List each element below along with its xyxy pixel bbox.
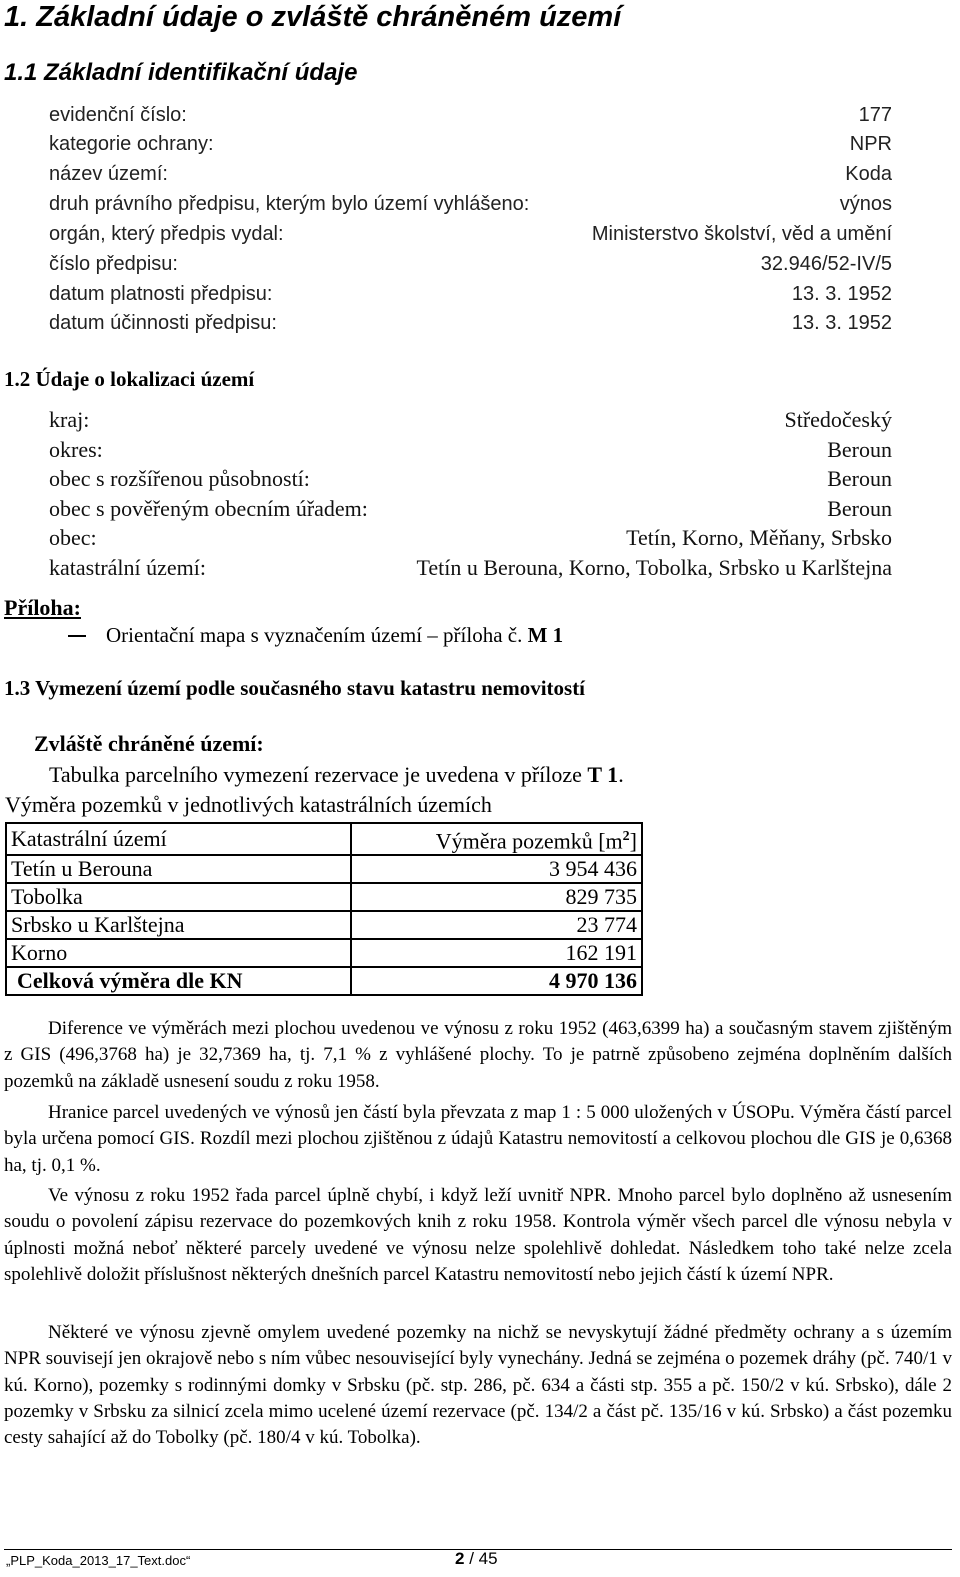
page-heading: 1. Základní údaje o zvláště chráněném území (4, 1, 622, 33)
row-value: Beroun (827, 466, 892, 491)
table-cell-name: Tetín u Berouna (6, 855, 351, 883)
row-label: číslo předpisu: (49, 253, 178, 275)
id-row-validity-date (49, 280, 892, 309)
row-value: 177 (858, 104, 892, 126)
row-label: kraj: (49, 407, 90, 432)
dash-bullet (68, 635, 86, 637)
row-value: Středočeský (784, 407, 892, 432)
footer-page-number (455, 1548, 498, 1570)
table-cell-area: 3 954 436 (351, 855, 642, 883)
id-row-area-name (49, 160, 892, 189)
row-value: Koda (845, 163, 892, 185)
table-header-row (6, 823, 642, 855)
attachment-item (106, 621, 563, 649)
row-value: 32.946/52-IV/5 (760, 253, 892, 275)
loc-row-authorized-municipality (49, 494, 892, 524)
table-cell-name: Korno (6, 939, 351, 967)
parcel-table-note (49, 761, 624, 789)
row-label: okres: (49, 437, 103, 462)
table-row (6, 855, 642, 883)
area-table-caption: Výměra pozemků v jednotlivých katastrálních územích (5, 792, 492, 817)
section-1-1-title: 1.1 Základní identifikační údaje (4, 59, 358, 86)
id-row-protection-category (49, 130, 892, 159)
table-cell-total-area: 4 970 136 (351, 967, 642, 995)
note-end: . (618, 762, 624, 787)
row-value: 13. 3. 1952 (791, 312, 892, 334)
header-area-text: Výměra pozemků [m (435, 828, 623, 854)
loc-row-cadastral-area (49, 553, 892, 583)
note-code: T 1 (587, 762, 619, 787)
id-row-evidence-number (49, 101, 892, 130)
id-row-effective-date (49, 309, 892, 338)
row-label: evidenční číslo: (49, 104, 187, 126)
row-value: Tetín u Berouna, Korno, Tobolka, Srbsko u Karlštejna (416, 555, 892, 580)
table-cell-name: Tobolka (6, 883, 351, 911)
table-row (6, 911, 642, 939)
row-label: obec s pověřeným obecním úřadem: (49, 496, 368, 521)
row-value: Beroun (827, 496, 892, 521)
table-row (6, 883, 642, 911)
paragraph-missing-parcels: Ve výnosu z roku 1952 řada parcel úplně chybí, i když leží uvnitř NPR. Mnoho parcel bylo doplněno až usnesením soudu o povolení zápisu rezervace do pozemkových knih z roku 1958. Kontrola výměr všech parcel dle výnosu nebyla v úplnosti možná neboť některé parcely uvedené ve výnosu nelze spolehlivě dohledat. Následkem toho také nelze zcela spolehlivě doložit příslušnost některých dnešních parcel Katastru nemovitostí nebo jejich částí k území NPR. (4, 1185, 952, 1285)
table-cell-area: 829 735 (351, 883, 642, 911)
section-1-3-title: 1.3 Vymezení území podle současného stavu katastru nemovitostí (4, 676, 586, 700)
loc-row-municipality (49, 523, 892, 553)
row-label: název území: (49, 163, 168, 185)
row-value: Ministerstvo školství, věd a umění (591, 223, 892, 245)
row-label: obec: (49, 525, 97, 550)
row-label: katastrální území: (49, 555, 206, 580)
row-value: NPR (849, 133, 892, 155)
row-label: datum účinnosti předpisu: (49, 312, 277, 334)
id-row-regulation-number (49, 250, 892, 279)
row-value: Beroun (827, 437, 892, 462)
note-text: Tabulka parcelního vymezení rezervace je uvedena v příloze (49, 762, 582, 787)
row-label: obec s rozšířenou působností: (49, 466, 310, 491)
section-1-2-title: 1.2 Údaje o lokalizaci území (4, 367, 255, 391)
row-label: datum platnosti předpisu: (49, 283, 273, 305)
row-label: orgán, který předpis vydal: (49, 223, 284, 245)
loc-row-district (49, 435, 892, 465)
current-page: 2 (455, 1549, 465, 1568)
table-cell-area: 23 774 (351, 911, 642, 939)
paragraph-parcel-boundaries: Hranice parcel uvedených ve výnosů jen částí byla převzata z map 1 : 5 000 uložených v ÚSOPu. Výměra částí parcel byla určena pomocí GIS. Rozdíl mezi plochou zjištěnou z údajů Katastru nemovitostí a celkovou plochou dle GIS je 0,6368 ha, tj. 0,1 %. (4, 1102, 952, 1176)
row-label: druh právního předpisu, kterým bylo území vyhlášeno: (49, 193, 530, 215)
protected-area-subtitle: Zvláště chráněné území: (34, 731, 264, 756)
id-row-issuing-authority (49, 220, 892, 249)
table-header-cell: Katastrální území (6, 823, 351, 855)
row-label: kategorie ochrany: (49, 133, 214, 155)
area-table (5, 822, 643, 996)
table-cell-area: 162 191 (351, 939, 642, 967)
row-value: výnos (839, 193, 892, 215)
loc-row-region (49, 405, 892, 435)
table-cell-name: Srbsko u Karlštejna (6, 911, 351, 939)
page-separator: / (464, 1549, 479, 1568)
total-pages: 45 (478, 1549, 498, 1568)
attachment-heading: Příloha: (4, 595, 81, 620)
paragraph-omitted-parcels: Některé ve výnosu zjevně omylem uvedené pozemky na nichž se nevyskytují žádné předměty ochrany a s územím NPR souvisejí jen okrajově nebo s ním vůbec nesouvisející byly vynechány. Jedná se zejména o pozemek dráhy (pč. 740/1 v kú. Korno), pozemky s rodinnými domky v Srbsku (pč. stp. 286, pč. 634 a části stp. 355 a pč. 150/2 v kú. Srbsko), dále 2 pozemky v Srbsku za silnicí zcela mimo ucelené území rezervace (pč. 134/2 a část pč. 135/16 v kú. Srbsko) a část pozemku cesty sahající až do Tobolky (pč. 180/4 v kú. Tobolka). (4, 1322, 953, 1449)
attachment-code: M 1 (527, 623, 564, 647)
attachment-text: Orientační mapa s vyznačením území – příloha č. (106, 623, 523, 647)
table-total-row (6, 967, 642, 995)
paragraph-area-difference: Diference ve výměrách mezi plochou uvedenou ve výnosu z roku 1952 (463,6399 ha) a současným stavem zjištěným z GIS (496,3768 ha) je 32,7369 ha, tj. 7,1 % z vyhlášené plochy. To je patrně způsobeno zejména doplněním dalších pozemků na základě usnesení soudu z roku 1958. (4, 1018, 952, 1092)
header-area-end: ] (629, 828, 637, 854)
row-value: 13. 3. 1952 (791, 283, 892, 305)
footer-filename: „PLP_Koda_2013_17_Text.doc“ (6, 1553, 191, 1568)
table-cell-total-name: Celková výměra dle KN (6, 967, 351, 995)
row-value: Tetín, Korno, Měňany, Srbsko (626, 525, 892, 550)
table-row (6, 939, 642, 967)
loc-row-extended-municipality (49, 464, 892, 494)
table-header-cell (351, 823, 642, 855)
id-row-regulation-type (49, 190, 892, 219)
header-area-sup: 2 (622, 829, 630, 844)
